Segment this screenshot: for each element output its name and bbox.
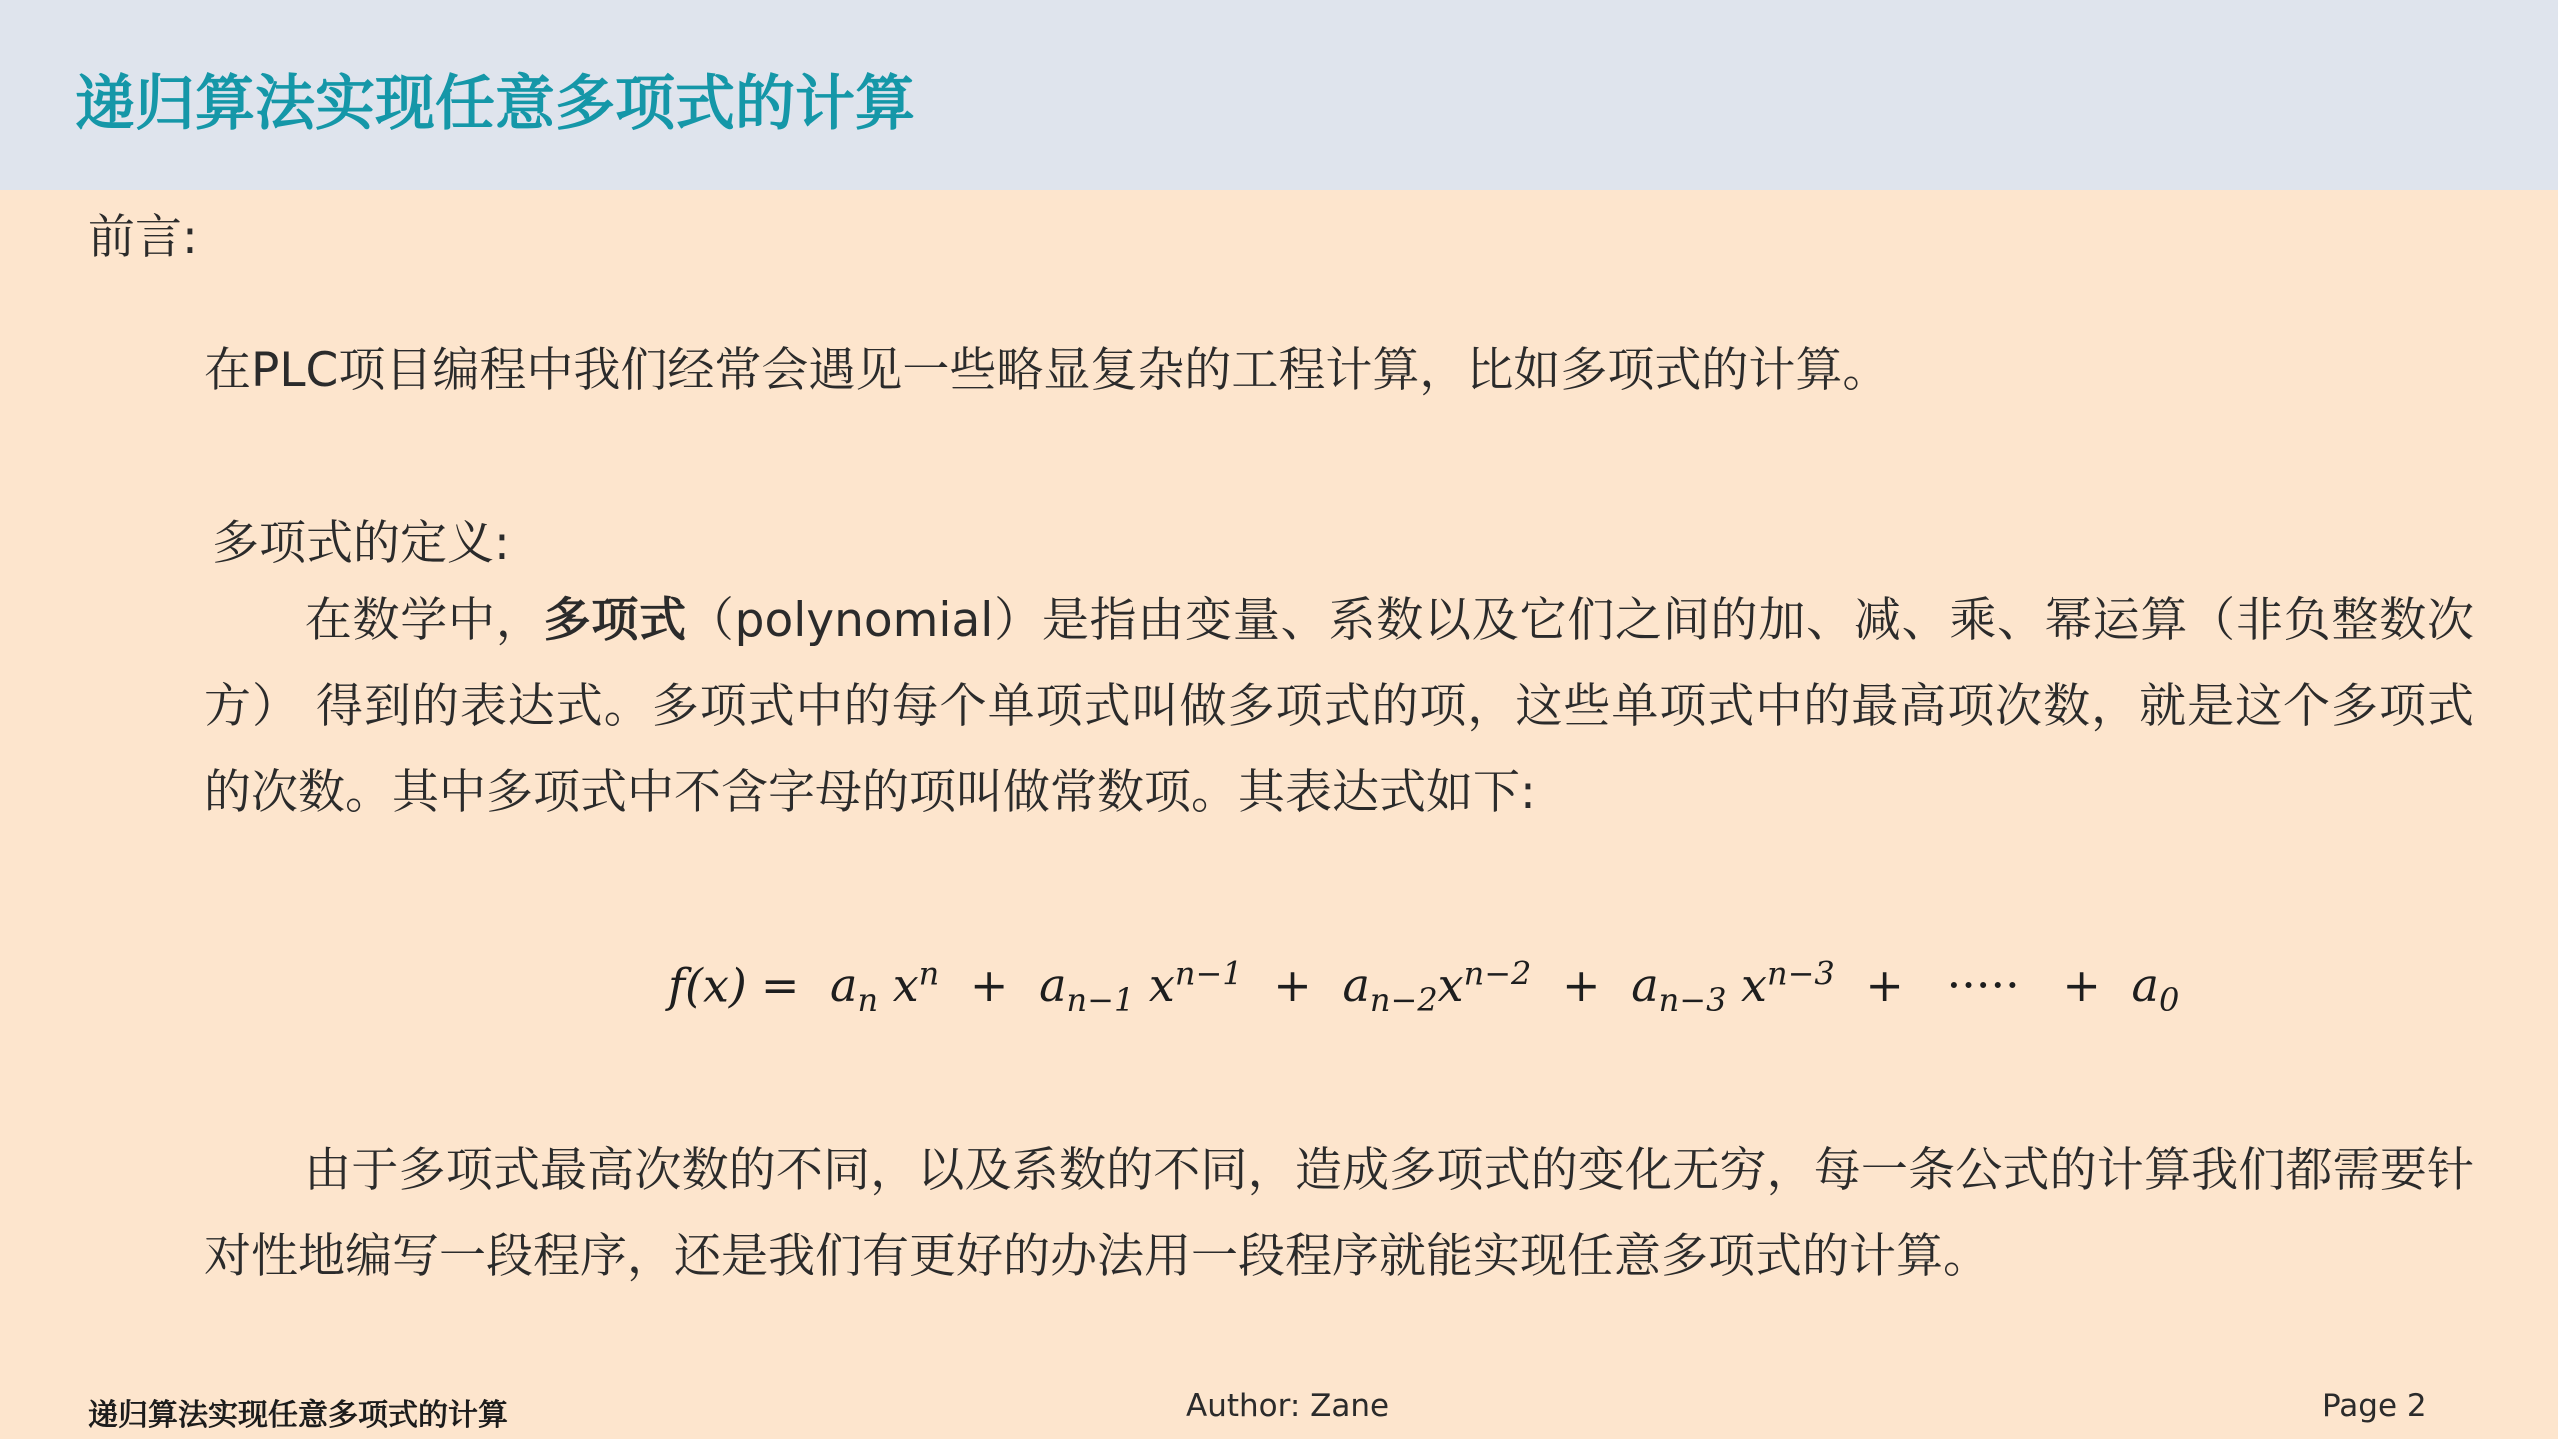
conclusion-paragraph bbox=[204, 1128, 2474, 1300]
formula-equals: = bbox=[760, 958, 800, 1013]
footer-author: Author: Zane bbox=[1186, 1388, 1390, 1424]
term-1-coef-sub: n bbox=[857, 981, 879, 1020]
formula-plus-2: + bbox=[1273, 958, 1312, 1013]
definition-heading: 多项式的定义: bbox=[212, 516, 510, 571]
term-2-var: x bbox=[1148, 958, 1175, 1013]
definition-paragraph bbox=[204, 578, 2474, 836]
formula-term-5 bbox=[2131, 958, 2180, 1020]
footer-page-number: Page 2 bbox=[2322, 1388, 2427, 1424]
term-2-exp: n−1 bbox=[1174, 955, 1243, 993]
formula-term-2 bbox=[1039, 955, 1243, 1020]
term-2-coef: a bbox=[1039, 958, 1067, 1013]
term-3-coef: a bbox=[1342, 958, 1370, 1013]
formula-plus-5: + bbox=[2062, 958, 2101, 1013]
formula-term-4 bbox=[1631, 955, 1835, 1020]
term-4-coef: a bbox=[1631, 958, 1659, 1013]
term-3-exp: n−2 bbox=[1463, 955, 1532, 993]
term-3-var: x bbox=[1437, 958, 1464, 1013]
formula-term-3 bbox=[1342, 955, 1532, 1020]
term-3-coef-sub: n−2 bbox=[1369, 981, 1438, 1020]
formula-term-1 bbox=[830, 955, 940, 1020]
term-5-coef-sub: 0 bbox=[2158, 981, 2180, 1020]
definition-text-2: （polynomial）是指由变量、系数以及它们之间的加、减、乘、幂运算（非负整数次方） 得到的表达式。多项式中的每个单项式叫做多项式的项，这些单项式中的最高项次数，就是这个多项式的次数。其中多项式中不含字母的项叫做常数项。其表达式如下: bbox=[204, 593, 2474, 820]
term-4-exp: n−3 bbox=[1767, 955, 1835, 993]
formula-plus-4: + bbox=[1865, 958, 1904, 1013]
formula-plus-1: + bbox=[969, 958, 1009, 1013]
footer-title: 递归算法实现任意多项式的计算 bbox=[88, 1398, 508, 1433]
term-5-coef: a bbox=[2131, 958, 2159, 1013]
term-2-coef-sub: n−1 bbox=[1066, 981, 1135, 1020]
intro-text: 在PLC项目编程中我们经常会遇见一些略显复杂的工程计算，比如多项式的计算。 bbox=[204, 343, 1890, 398]
polynomial-formula bbox=[668, 955, 2181, 1020]
term-1-coef: a bbox=[830, 958, 858, 1013]
definition-text-1: 在数学中， bbox=[304, 593, 544, 648]
slide-title: 递归算法实现任意多项式的计算 bbox=[75, 69, 915, 139]
formula-lhs: f(x) bbox=[668, 958, 747, 1013]
conclusion-text: 由于多项式最高次数的不同，以及系数的不同，造成多项式的变化无穷，每一条公式的计算我们都需要针对性地编写一段程序，还是我们有更好的办法用一段程序就能实现任意多项式的计算。 bbox=[204, 1143, 2474, 1284]
formula-plus-3: + bbox=[1562, 958, 1601, 1013]
term-1-var: x bbox=[892, 958, 919, 1013]
preface-label: 前言: bbox=[88, 210, 198, 265]
formula-ellipsis: ····· bbox=[1946, 958, 2020, 1013]
term-4-coef-sub: n−3 bbox=[1658, 981, 1727, 1020]
term-4-var: x bbox=[1741, 958, 1767, 1013]
term-1-exp: n bbox=[918, 955, 940, 993]
definition-bold-term: 多项式 bbox=[543, 593, 687, 648]
